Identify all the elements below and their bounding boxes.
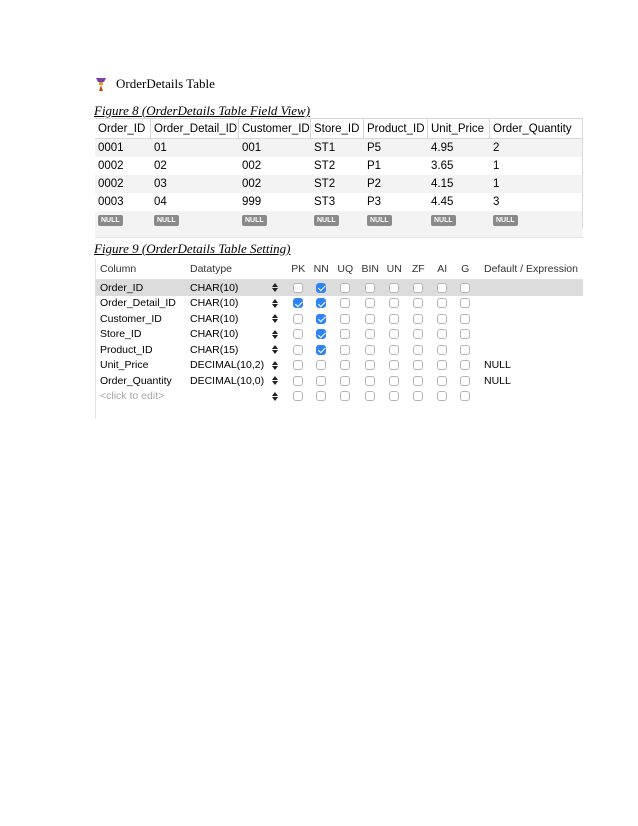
null-cell[interactable] [490,211,583,229]
pk-checkbox[interactable] [293,360,303,370]
flag-cell-uq [333,358,358,374]
flag-cell-nn [309,389,334,405]
column-name[interactable]: Order_Detail_ID [100,297,176,310]
nn-checkbox[interactable] [316,283,326,293]
bin-checkbox[interactable] [365,298,375,308]
flag-cell-nn [309,311,334,327]
new-column-row[interactable] [95,389,583,405]
flag-cell-un [382,327,407,343]
header-g[interactable]: G [461,263,470,275]
null-cell[interactable] [428,211,490,229]
flag-cell-zf [406,311,431,327]
table-right-border [582,118,583,228]
column-datatype[interactable]: DECIMAL(10,2) [190,359,265,372]
g-checkbox[interactable] [460,314,470,324]
null-badge: NULL [242,215,267,226]
up-down-arrows-icon[interactable] [272,391,278,402]
click-to-edit-placeholder[interactable]: <click to edit> [100,390,165,403]
column-header[interactable]: Unit_Price [428,119,490,138]
header-un[interactable]: UN [386,263,402,275]
flag-cell-ai [430,358,455,374]
flag-cell-ai [430,296,455,312]
table-cell[interactable]: P3 [367,196,382,208]
flag-cell-pk [286,296,311,312]
column-row[interactable] [95,311,583,327]
datatype-stepper[interactable] [271,373,279,389]
default-expression[interactable]: NULL [484,374,511,387]
column-name[interactable]: Order_ID [100,281,144,294]
table-cell[interactable]: 0003 [98,196,124,208]
column-header[interactable]: Order_Detail_ID [151,119,239,138]
header-default[interactable]: Default / Expression [484,263,578,275]
table-cell[interactable]: 3.65 [431,160,454,172]
bin-checkbox[interactable] [365,360,375,370]
figure-8-caption: Figure 8 (OrderDetails Table Field View) [94,103,311,118]
un-checkbox[interactable] [389,391,399,401]
table-settings-grid [95,259,583,419]
column-name[interactable]: Unit_Price [100,359,149,372]
column-row[interactable] [95,358,583,374]
table-cell[interactable]: P1 [367,160,382,172]
flag-cell-nn [309,280,334,296]
table-cell[interactable]: P2 [367,178,382,190]
ai-checkbox[interactable] [437,345,447,355]
up-down-arrows-icon[interactable] [272,375,278,386]
g-checkbox[interactable] [460,283,470,293]
header-nn[interactable]: NN [313,263,329,275]
table-cell[interactable]: 1 [493,160,500,172]
nn-checkbox[interactable] [316,360,326,370]
flag-cell-ai [430,389,455,405]
datatype-stepper[interactable] [271,342,279,358]
flag-cell-ai [430,280,455,296]
flag-cell-pk [286,327,311,343]
null-cell[interactable] [239,211,311,229]
column-row[interactable] [95,342,583,358]
table-row[interactable] [95,175,583,193]
nn-checkbox[interactable] [316,298,326,308]
datatype-stepper[interactable] [271,389,279,405]
flag-cell-un [382,389,407,405]
field-view-header-row [95,118,583,139]
pk-checkbox[interactable] [293,376,303,386]
pk-checkbox[interactable] [293,298,303,308]
table-row[interactable] [95,139,583,157]
table-cell[interactable]: 2 [493,142,500,154]
header-uq[interactable]: UQ [337,263,354,275]
table-cell[interactable]: ST1 [314,142,336,154]
ai-checkbox[interactable] [437,376,447,386]
flag-cell-zf [406,389,431,405]
column-row[interactable] [95,373,583,389]
header-pk[interactable]: PK [291,263,306,275]
nn-checkbox[interactable] [316,314,326,324]
flag-cell-bin [358,373,383,389]
flag-cell-pk [286,280,311,296]
flag-cell-ai [430,342,455,358]
zf-checkbox[interactable] [413,283,423,293]
bin-checkbox[interactable] [365,345,375,355]
flag-cell-g [453,389,478,405]
pk-checkbox[interactable] [293,391,303,401]
column-row[interactable] [95,296,583,312]
column-datatype[interactable]: CHAR(10) [190,328,239,341]
nn-checkbox[interactable] [316,391,326,401]
header-ai[interactable]: AI [437,263,448,275]
table-row[interactable] [95,157,583,175]
table-cell[interactable]: 999 [242,196,262,208]
flag-cell-un [382,311,407,327]
datatype-stepper[interactable] [271,296,279,312]
flag-cell-zf [406,327,431,343]
flag-cell-un [382,280,407,296]
flag-cell-g [453,358,478,374]
flag-cell-ai [430,373,455,389]
g-checkbox[interactable] [460,345,470,355]
figure-9-caption: Figure 9 (OrderDetails Table Setting) [94,241,291,256]
flag-cell-uq [333,373,358,389]
uq-checkbox[interactable] [340,360,350,370]
flag-cell-g [453,280,478,296]
bin-checkbox[interactable] [365,283,375,293]
table-cell[interactable]: ST3 [314,196,336,208]
bin-checkbox[interactable] [365,376,375,386]
flag-cell-un [382,373,407,389]
table-cell[interactable]: 03 [154,178,167,190]
bin-checkbox[interactable] [365,391,375,401]
uq-checkbox[interactable] [340,329,350,339]
flag-cell-g [453,311,478,327]
flag-cell-bin [358,311,383,327]
header-zf[interactable]: ZF [411,263,425,275]
un-checkbox[interactable] [389,283,399,293]
un-checkbox[interactable] [389,345,399,355]
column-datatype[interactable]: CHAR(15) [190,343,239,356]
flag-cell-zf [406,358,431,374]
up-down-arrows-icon[interactable] [272,313,278,324]
column-header[interactable]: Order_Quantity [490,119,583,138]
table-cell[interactable]: 4.45 [431,196,454,208]
flag-cell-ai [430,327,455,343]
uq-checkbox[interactable] [340,376,350,386]
zf-checkbox[interactable] [413,360,423,370]
flag-cell-g [453,373,478,389]
flag-cell-bin [358,342,383,358]
un-checkbox[interactable] [389,329,399,339]
un-checkbox[interactable] [389,376,399,386]
up-down-arrows-icon[interactable] [272,344,278,355]
table-cell[interactable]: 04 [154,196,167,208]
un-checkbox[interactable] [389,298,399,308]
flag-cell-un [382,358,407,374]
ai-checkbox[interactable] [437,314,447,324]
column-name[interactable]: Store_ID [100,328,142,341]
null-badge: NULL [154,215,179,226]
table-cell[interactable]: 002 [242,178,262,190]
flag-cell-pk [286,358,311,374]
settings-header-row [95,259,583,280]
flag-cell-nn [309,373,334,389]
zf-checkbox[interactable] [413,345,423,355]
nn-checkbox[interactable] [316,376,326,386]
flag-cell-bin [358,280,383,296]
flag-cell-bin [358,358,383,374]
pk-checkbox[interactable] [293,345,303,355]
flag-cell-bin [358,389,383,405]
null-cell[interactable] [95,211,151,229]
table-cell[interactable]: 001 [242,142,262,154]
column-name[interactable]: Customer_ID [100,312,162,325]
table-empty-area [95,229,583,238]
flag-cell-pk [286,342,311,358]
datatype-stepper[interactable] [271,280,279,296]
g-checkbox[interactable] [460,391,470,401]
null-badge: NULL [493,215,518,226]
column-row[interactable] [95,280,583,296]
flag-cell-un [382,342,407,358]
bin-checkbox[interactable] [365,314,375,324]
zf-checkbox[interactable] [413,329,423,339]
table-cell[interactable]: 01 [154,142,167,154]
flag-cell-nn [309,342,334,358]
column-name[interactable]: Order_Quantity [100,374,172,387]
column-header[interactable]: Product_ID [364,119,428,138]
nn-checkbox[interactable] [316,345,326,355]
flag-cell-uq [333,311,358,327]
flag-cell-g [453,327,478,343]
section-heading [94,75,215,93]
column-datatype[interactable]: CHAR(10) [190,281,239,294]
g-checkbox[interactable] [460,298,470,308]
flag-cell-uq [333,342,358,358]
pk-checkbox[interactable] [293,329,303,339]
flag-cell-ai [430,311,455,327]
up-down-arrows-icon[interactable] [272,282,278,293]
zf-checkbox[interactable] [413,298,423,308]
zf-checkbox[interactable] [413,391,423,401]
ai-checkbox[interactable] [437,360,447,370]
pk-checkbox[interactable] [293,283,303,293]
flag-cell-pk [286,389,311,405]
table-cell[interactable]: 4.95 [431,142,454,154]
header-column[interactable]: Column [100,263,137,275]
null-badge: NULL [98,215,123,226]
zf-checkbox[interactable] [413,314,423,324]
null-cell[interactable] [311,211,364,229]
zf-checkbox[interactable] [413,376,423,386]
uq-checkbox[interactable] [340,298,350,308]
flag-cell-zf [406,280,431,296]
new-row[interactable] [95,211,583,229]
ai-checkbox[interactable] [437,283,447,293]
datatype-stepper[interactable] [271,358,279,374]
column-header[interactable]: Store_ID [311,119,364,138]
g-checkbox[interactable] [460,360,470,370]
table-row[interactable] [95,193,583,211]
null-cell[interactable] [364,211,428,229]
flag-cell-g [453,296,478,312]
null-badge: NULL [367,215,392,226]
table-cell[interactable]: ST2 [314,178,336,190]
pk-checkbox[interactable] [293,314,303,324]
flag-cell-uq [333,327,358,343]
uq-checkbox[interactable] [340,391,350,401]
column-datatype[interactable]: CHAR(10) [190,297,239,310]
column-name[interactable]: Product_ID [100,343,153,356]
up-down-arrows-icon[interactable] [272,360,278,371]
ai-checkbox[interactable] [437,391,447,401]
null-badge: NULL [314,215,339,226]
table-cell[interactable]: 002 [242,160,262,172]
default-expression[interactable]: NULL [484,359,511,372]
up-down-arrows-icon[interactable] [272,329,278,340]
datatype-stepper[interactable] [271,311,279,327]
bin-checkbox[interactable] [365,329,375,339]
table-cell[interactable]: 1 [493,178,500,190]
flag-cell-bin [358,327,383,343]
field-view-table [95,118,583,228]
nn-checkbox[interactable] [316,329,326,339]
table-cell[interactable]: 0002 [98,178,124,190]
flag-cell-nn [309,296,334,312]
g-checkbox[interactable] [460,329,470,339]
flag-cell-uq [333,296,358,312]
column-datatype[interactable]: CHAR(10) [190,312,239,325]
flag-cell-nn [309,327,334,343]
table-cell[interactable]: 0002 [98,160,124,172]
section-heading-text: OrderDetails Table [116,76,215,91]
null-cell[interactable] [151,211,239,229]
flag-cell-uq [333,389,358,405]
ai-checkbox[interactable] [437,298,447,308]
flag-cell-zf [406,342,431,358]
flag-cell-un [382,296,407,312]
header-bin[interactable]: BIN [361,263,379,275]
column-header[interactable]: Customer_ID [239,119,311,138]
column-datatype[interactable]: DECIMAL(10,0) [190,374,265,387]
table-cell[interactable]: 0001 [98,142,124,154]
datatype-stepper[interactable] [271,327,279,343]
uq-checkbox[interactable] [340,345,350,355]
flag-cell-zf [406,296,431,312]
column-header[interactable]: Order_ID [95,119,151,138]
null-badge: NULL [431,215,456,226]
flag-cell-bin [358,296,383,312]
settings-rows [95,280,583,404]
un-checkbox[interactable] [389,314,399,324]
flag-cell-pk [286,373,311,389]
uq-checkbox[interactable] [340,314,350,324]
uq-checkbox[interactable] [340,283,350,293]
ai-checkbox[interactable] [437,329,447,339]
flag-cell-pk [286,311,311,327]
table-cell[interactable]: 02 [154,160,167,172]
table-cell[interactable]: 4.15 [431,178,454,190]
up-down-arrows-icon[interactable] [272,298,278,309]
column-row[interactable] [95,327,583,343]
flag-cell-g [453,342,478,358]
flag-cell-zf [406,373,431,389]
table-cell[interactable]: ST2 [314,160,336,172]
header-datatype[interactable]: Datatype [190,263,233,275]
flag-cell-uq [333,280,358,296]
g-checkbox[interactable] [460,376,470,386]
pushpin-bullet-icon [94,76,108,92]
flag-cell-nn [309,358,334,374]
table-cell[interactable]: 3 [493,196,500,208]
un-checkbox[interactable] [389,360,399,370]
table-cell[interactable]: P5 [367,142,382,154]
